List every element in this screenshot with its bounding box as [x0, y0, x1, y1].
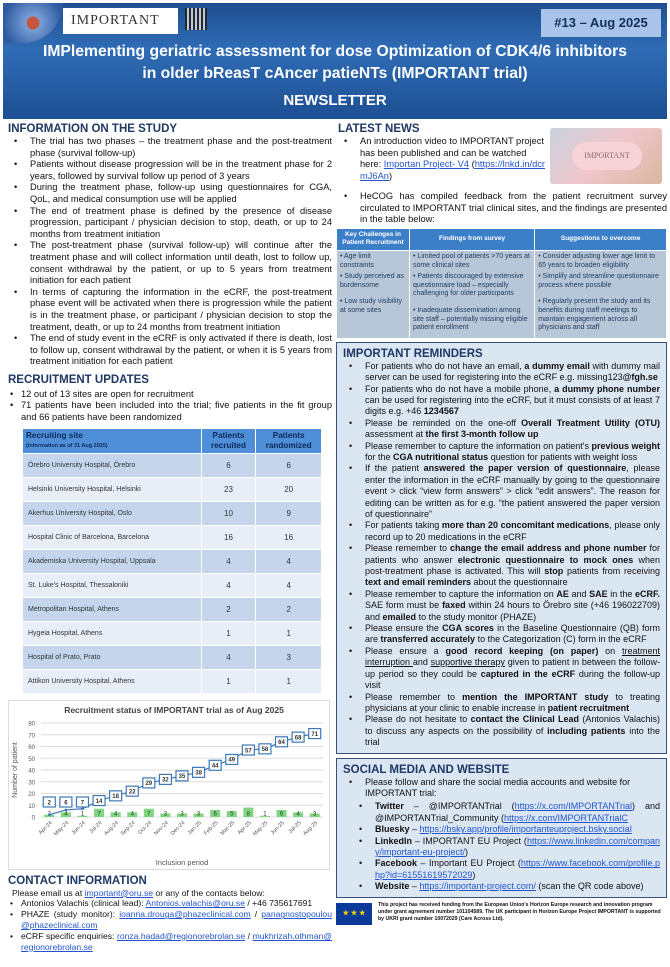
- bar-data-label: 5: [230, 811, 234, 818]
- site-cell: Örebro University Hospital, Örebro: [23, 454, 201, 477]
- bar-data-label: 8: [246, 811, 251, 818]
- survey-header: Key Challenges in Patient Recruitment: [337, 229, 409, 250]
- x-tick-label: Mar-25: [219, 819, 237, 837]
- list-item: • Please remember to capture the information on patient's previous weight for the CGA nutritional status question for patients with weight loss: [343, 441, 660, 464]
- y-tick-label: 60: [28, 744, 35, 751]
- bar-data-label: 6: [279, 811, 284, 818]
- list-item: • For patients who do not have an email, a dummy email with dummy mail server can be used for registering into the eCRF e.g. missing123@fgh.se: [343, 361, 660, 384]
- count-cell: 6: [202, 454, 256, 477]
- table-row: [23, 574, 321, 597]
- y-tick-label: 30: [28, 779, 35, 786]
- list-item: • If the patient answered the paper version of questionnaire, please enter the information in the eCRF manually by going to the questionnaire event > click “view form answers” > click “edit answers”. The reason for editing can be written as for e.g. “the patient answered the paper version of questionnaire”: [343, 463, 660, 520]
- line-data-label: 2: [47, 799, 51, 806]
- bar-data-label: 7: [147, 811, 151, 818]
- line-data-label: 35: [178, 773, 186, 780]
- count-cell: 1: [256, 622, 321, 645]
- count-cell: 6: [256, 454, 321, 477]
- chart-title: Recruitment status of IMPORTANT trial as of Aug 2025: [64, 704, 284, 715]
- list-item: • Please ensure a good record keeping (on paper) on treatment interruption and supportive therapy given to patient in between the follow-up period so they could be captured in the eCRF during the follow-up visit: [343, 646, 660, 692]
- y-axis-label: Number of patient: [12, 741, 19, 798]
- section-heading: INFORMATION ON THE STUDY: [8, 123, 178, 135]
- recruitment-chart: [8, 700, 330, 870]
- right-column: [336, 122, 667, 926]
- y-tick-label: 40: [28, 768, 35, 775]
- survey-point: • Simplify and streamline questionnaire process where possible: [538, 273, 659, 289]
- list-item: • 12 out of 13 sites are open for recruitment: [8, 389, 332, 401]
- left-column: [8, 122, 332, 952]
- y-tick-label: 80: [28, 721, 35, 728]
- bar-data-label: 4: [113, 811, 118, 818]
- logo-graphic: [3, 3, 63, 43]
- survey-point: • Study perceived as burdensome: [340, 273, 404, 289]
- table-row: [23, 502, 321, 525]
- list-item: • Website – https://important-project.com/ (scan the QR code above): [353, 881, 660, 892]
- title-line: IMPlementing geriatric assessment for dose Optimization of CDK4/6 inhibitors: [42, 43, 628, 60]
- list-item: • 71 patients have been included into the trial; five patients in the fit group and 66 patients have been randomized: [8, 400, 332, 423]
- site-cell: Hospital of Prato, Prato: [23, 646, 201, 669]
- bar-data-label: 7: [97, 811, 101, 818]
- count-cell: 10: [202, 502, 256, 525]
- survey-table: [336, 228, 667, 339]
- table-row: [23, 598, 321, 621]
- table-row: [23, 670, 321, 693]
- x-tick-label: Jul-24: [88, 819, 104, 835]
- col-header-recruited: Patients recruited: [202, 429, 256, 453]
- site-cell: Hygeia Hospital, Athens: [23, 622, 201, 645]
- survey-header: Suggestions to overcome: [535, 229, 666, 250]
- funding-text: This project has received funding from the European Union's Horizon Europe research and innovation program under grant agreement number 101104589. The UK participant in Horizon Europe Project IMPORTANT is supported by UKRI grant number 10072029 (Care Across Ltd).: [378, 901, 661, 922]
- x-tick-label: Jan-25: [186, 819, 204, 836]
- table-row: [23, 646, 321, 669]
- list-item: • Patients without disease progression will be in the treatment phase for 2 years, followed by survival follow up period of 3 years: [8, 159, 332, 182]
- list-item: • Please remember to mention the IMPORTANT study to treating physicians at your clinic to enable increase in patient recruitment: [343, 692, 660, 715]
- site-cell: Akademiska University Hospital, Uppsala: [23, 550, 201, 573]
- list-item: • During the treatment phase, follow-up using questionnaires for CGA, QoL, and medical consumption use will be applied: [8, 182, 332, 205]
- x-tick-label: May-24: [53, 819, 71, 838]
- survey-cell: [410, 251, 534, 338]
- link[interactable]: important@oru.se: [84, 887, 154, 898]
- count-cell: 1: [202, 670, 256, 693]
- section-heading: CONTACT INFORMATION: [8, 874, 147, 887]
- line-point-dot: [81, 807, 84, 810]
- list-item: • PHAZE (study monitor): ioanna.drouga@phazeclinical.com / panagnostopoulou@phazeclinical.com: [8, 909, 332, 931]
- list-item: • Please remember to change the email address and phone number for patients who answer electronic questionnaire to mock ones when post-treatment phase is activated. This will stop patients from receiving text and email reminders about the questionnaire: [343, 543, 660, 589]
- survey-cell: [535, 251, 666, 338]
- survey-point: • Limited pool of patients >70 years at some clinical sites: [412, 252, 530, 269]
- social-intro: • Please follow and share the social media accounts and website for IMPORTANT trial:: [343, 777, 660, 800]
- list-item: • The post-treatment phase (survival follow-up) will continue after the treatment phase and will collect information until death, lost to follow up, consent withdrawal by the patient, or up to 5 years from treatment initiation for each patient: [8, 240, 332, 286]
- line-data-label: 18: [112, 793, 119, 800]
- x-tick-label: Apr-25: [236, 819, 253, 836]
- survey-point: • Patients discouraged by extensive questionnaire load – especially challenging for older participants: [412, 273, 524, 298]
- count-cell: 16: [202, 526, 256, 549]
- list-item: • For patients who do not have a mobile phone, a dummy phone number can be used for registering into the eCRF, but it must consists of at least 7 digits e.g. +46 1234567: [343, 384, 660, 418]
- x-tick-label: Jun-25: [269, 819, 286, 836]
- x-tick-label: Jul-25: [287, 819, 303, 835]
- site-cell: Helsinki University Hospital, Helsinki: [23, 478, 201, 501]
- line-data-label: 64: [278, 739, 285, 746]
- x-tick-label: Aug-24: [103, 819, 121, 837]
- link[interactable]: https://important-project.com/: [419, 881, 536, 892]
- list-item: • Antonios Valachis (clinical lead): Antonios.valachis@oru.se / +46 735617691: [8, 898, 332, 909]
- contact-section: [8, 874, 332, 953]
- line-data-label: 29: [145, 780, 153, 787]
- y-tick-label: 10: [28, 803, 35, 810]
- survey-header: Findings from survey: [410, 229, 534, 250]
- link[interactable]: https://lnkd.in/dcrmJ6An: [360, 159, 546, 181]
- link[interactable]: Importan Project- V4: [383, 159, 470, 170]
- line-data-label: 7: [80, 799, 85, 806]
- count-cell: 4: [256, 550, 321, 573]
- x-tick-label: Feb-25: [203, 819, 220, 837]
- count-cell: 20: [256, 478, 321, 501]
- x-axis-label: Inclusion period: [155, 857, 209, 867]
- line-point-dot: [65, 808, 68, 811]
- count-cell: 23: [202, 478, 256, 501]
- table-row: [23, 550, 321, 573]
- social-box: [336, 758, 667, 898]
- link[interactable]: https://x.com/IMPORTANTrialC: [503, 812, 628, 823]
- bar-data-label: 3: [313, 811, 317, 818]
- x-tick-label: Apr-24: [37, 819, 54, 836]
- col-header-site: Recruiting site (information as of 31 Aug 2025): [23, 429, 201, 453]
- link[interactable]: https://x.com/IMPORTANTrial: [514, 801, 633, 812]
- list-item: • Please be reminded on the one-off Overall Treatment Utility (OTU) assessment at the first 3-month follow up: [343, 418, 660, 441]
- site-cell: Akerhus University Hospital, Oslo: [23, 502, 201, 525]
- line-data-label: 22: [128, 789, 136, 796]
- site-cell: Hospital Clinic of Barcelona, Barcelona: [23, 526, 201, 549]
- bar-data-label: 1: [80, 811, 85, 818]
- newsletter-label: NEWSLETTER: [283, 92, 387, 109]
- link[interactable]: https://bsky.app/profile/importanteuproject.bsky.social: [419, 824, 632, 835]
- y-tick-label: 50: [28, 756, 35, 763]
- list-item: • In terms of capturing the information in the eCRF, the post-treatment phase event will be activated when there is progression while the patient is in the treatment phase, or participant / physician decision to stop the treatment, death, or up to 24 months from treatment initiation: [8, 287, 332, 333]
- line-data-label: 71: [311, 731, 319, 738]
- bar-data-label: 6: [213, 811, 217, 818]
- x-tick-label: Jun-24: [70, 819, 87, 836]
- link[interactable]: https://www.linkedin.com/company/important-eu-project/: [375, 835, 660, 857]
- link[interactable]: ronza.hadad@regionorebrolan.se: [116, 930, 246, 941]
- list-item: • The trial has two phases – the treatment phase and the post-treatment phase (survival follow-up): [8, 136, 332, 159]
- line-data-label: 6: [64, 799, 68, 806]
- survey-point: • Consider adjusting lower age limit to 65 years to broaden eligibility: [538, 252, 656, 269]
- count-cell: 16: [256, 526, 321, 549]
- contact-list: [8, 898, 332, 952]
- link[interactable]: https://www.facebook.com/profile.php?id=61551619572029: [375, 858, 660, 880]
- list-item: • Twitter – @IMPORTANTrial (https://x.com/IMPORTANTrial) and @IMPORTANTrial_Community (https://x.com/IMPORTANTrialC: [353, 801, 660, 824]
- bar-data-label: 3: [163, 811, 168, 818]
- line-data-label: 58: [261, 746, 269, 753]
- x-tick-label: May-25: [252, 819, 270, 838]
- x-tick-label: Nov-24: [153, 819, 170, 837]
- survey-point: • Regularly present the study and its benefits during staff meetings to maintain engagement across all physicians and staff: [538, 298, 651, 332]
- count-cell: 1: [202, 622, 256, 645]
- bar-data-label: 1: [263, 811, 267, 818]
- x-tick-label: Aug-25: [302, 819, 320, 837]
- eu-flag-icon: ★ ★ ★: [336, 903, 372, 925]
- list-item: • Please ensure the CGA scores in the Baseline Questionnaire (QB) form are transferred accurately to the Categorization (C) form in the eCRF: [343, 623, 660, 646]
- reminders-list: [343, 361, 660, 749]
- count-cell: 3: [256, 646, 321, 669]
- survey-point: • Low study visibility at some sites: [340, 298, 402, 314]
- news-section: [336, 122, 667, 226]
- recruitment-list: [8, 389, 332, 424]
- list-item: • Please remember to capture the information on AE and SAE in the eCRF. SAE form must be faxed within 24 hours to Örebro site (+46 196022709) and emailed to the study monitor (PHAZE): [343, 589, 660, 623]
- site-cell: Metropolitan Hospital, Athens: [23, 598, 201, 621]
- y-tick-label: 70: [28, 732, 35, 739]
- issue-badge: #13 – Aug 2025: [541, 9, 661, 37]
- list-item: • For patients taking more than 20 concomitant medications, please only record up to 20 medications in the eCRF: [343, 520, 660, 543]
- count-cell: 4: [202, 550, 256, 573]
- qr-code-icon: [185, 8, 207, 30]
- info-section: [8, 122, 332, 424]
- list-item: • The end of study event in the eCRF is only activated if there is death, lost to follow up, consent withdrawal by the patient, or when it is 5 years from treatment initiation for each patient: [8, 333, 332, 368]
- y-tick-label: 0: [31, 815, 35, 822]
- bar-data-label: 3: [196, 811, 201, 818]
- count-cell: 1: [256, 670, 321, 693]
- link[interactable]: mukhrizah.othman@regionorebrolan.se: [21, 930, 332, 952]
- info-list: [8, 136, 332, 368]
- recruitment-table: [22, 428, 322, 694]
- site-cell: Attikon University Hospital, Athens: [23, 670, 201, 693]
- line-point-dot: [48, 813, 51, 816]
- site-cell: St. Luke's Hospital, Thessaloniki: [23, 574, 201, 597]
- x-tick-label: Sep-24: [119, 819, 137, 837]
- news-image-logo: IMPORTANT: [572, 142, 642, 170]
- logo: IMPORTANT: [63, 8, 178, 34]
- section-heading: RECRUITMENT UPDATES: [8, 373, 149, 386]
- reminders-box: [336, 342, 667, 754]
- page-title: [3, 41, 667, 85]
- table-row: [23, 622, 321, 645]
- table-row: [23, 478, 321, 501]
- title-line: in older bReasT cAncer patieNTs (IMPORTANT trial): [142, 65, 528, 82]
- bar-data-label: 4: [64, 811, 68, 818]
- line-data-label: 32: [162, 777, 169, 784]
- section-heading: IMPORTANT REMINDERS: [343, 347, 483, 360]
- header-banner: [3, 3, 667, 119]
- news-image: [550, 128, 662, 184]
- link[interactable]: ioanna.drouga@phazeclinical.com: [119, 909, 251, 920]
- section-heading: SOCIAL MEDIA AND WEBSITE: [343, 763, 510, 776]
- count-cell: 4: [202, 574, 256, 597]
- line-data-label: 14: [95, 798, 103, 805]
- contact-intro: Please email us at important@oru.se or any of the contacts below:: [12, 887, 265, 898]
- y-tick-label: 20: [28, 791, 35, 798]
- link[interactable]: Antonios.valachis@oru.se: [145, 898, 246, 909]
- social-list: [343, 801, 660, 892]
- x-tick-label: Oct-24: [137, 819, 154, 836]
- survey-point: • Inadequate dissemination among site staff – potentially missing eligible patient enrollment: [412, 306, 528, 332]
- table-row: [23, 526, 321, 549]
- count-cell: 4: [256, 574, 321, 597]
- survey-cell: [337, 251, 409, 338]
- list-item: • LinkedIn – IMPORTANT EU Project (https://www.linkedin.com/company/important-eu-project/): [353, 836, 660, 859]
- survey-point: • Age limit constraints: [340, 252, 374, 269]
- list-item: • eCRF specific enquiries: ronza.hadad@regionorebrolan.se / mukhrizah.othman@regionorebrolan.se: [8, 931, 332, 953]
- line-data-label: 68: [294, 735, 302, 742]
- line-data-label: 44: [211, 763, 219, 770]
- link[interactable]: panagnostopoulou@phazeclinical.com: [21, 909, 332, 931]
- line-data-label: 38: [195, 770, 202, 777]
- x-tick-label: Dec-24: [169, 819, 187, 837]
- news-item: • An introduction video to IMPORTANT project has been published and can be watched here: Importan Project- V4 (https://lnkd.in/dcrmJ6An): [338, 136, 546, 182]
- line-data-label: 57: [245, 747, 252, 754]
- count-cell: 2: [202, 598, 256, 621]
- section-heading: LATEST NEWS: [338, 123, 420, 135]
- table-row: [23, 454, 321, 477]
- count-cell: 9: [256, 502, 321, 525]
- chart-svg: [9, 701, 329, 869]
- list-item: • Facebook – Important EU Project (https://www.facebook.com/profile.php?id=61551619572029): [353, 858, 660, 881]
- bar-data-label: 4: [296, 811, 300, 818]
- bar-data-label: 3: [180, 811, 184, 818]
- funding-footer: [336, 902, 667, 926]
- count-cell: 4: [202, 646, 256, 669]
- list-item: • Please do not hesitate to contact the Clinical Lead (Antonios Valachis) to discuss any aspects on the possibility of including patients into the trial: [343, 714, 660, 748]
- col-header-randomized: Patients randomized: [256, 429, 321, 453]
- list-item: • Bluesky – https://bsky.app/profile/importanteuproject.bsky.social: [353, 824, 660, 835]
- line-data-label: 49: [228, 757, 236, 764]
- bar-data-label: 4: [130, 811, 134, 818]
- list-item: • The end of treatment phase is defined by the presence of disease progression, participant / physician decision to stop, death, or up to 24 months from treatment initiation: [8, 206, 332, 241]
- count-cell: 2: [256, 598, 321, 621]
- news-item: • HeCOG has compiled feedback from the patient recruitment survey circulated to IMPORTANT trial clinical sites, and the findings are presented in the table below:: [338, 191, 667, 226]
